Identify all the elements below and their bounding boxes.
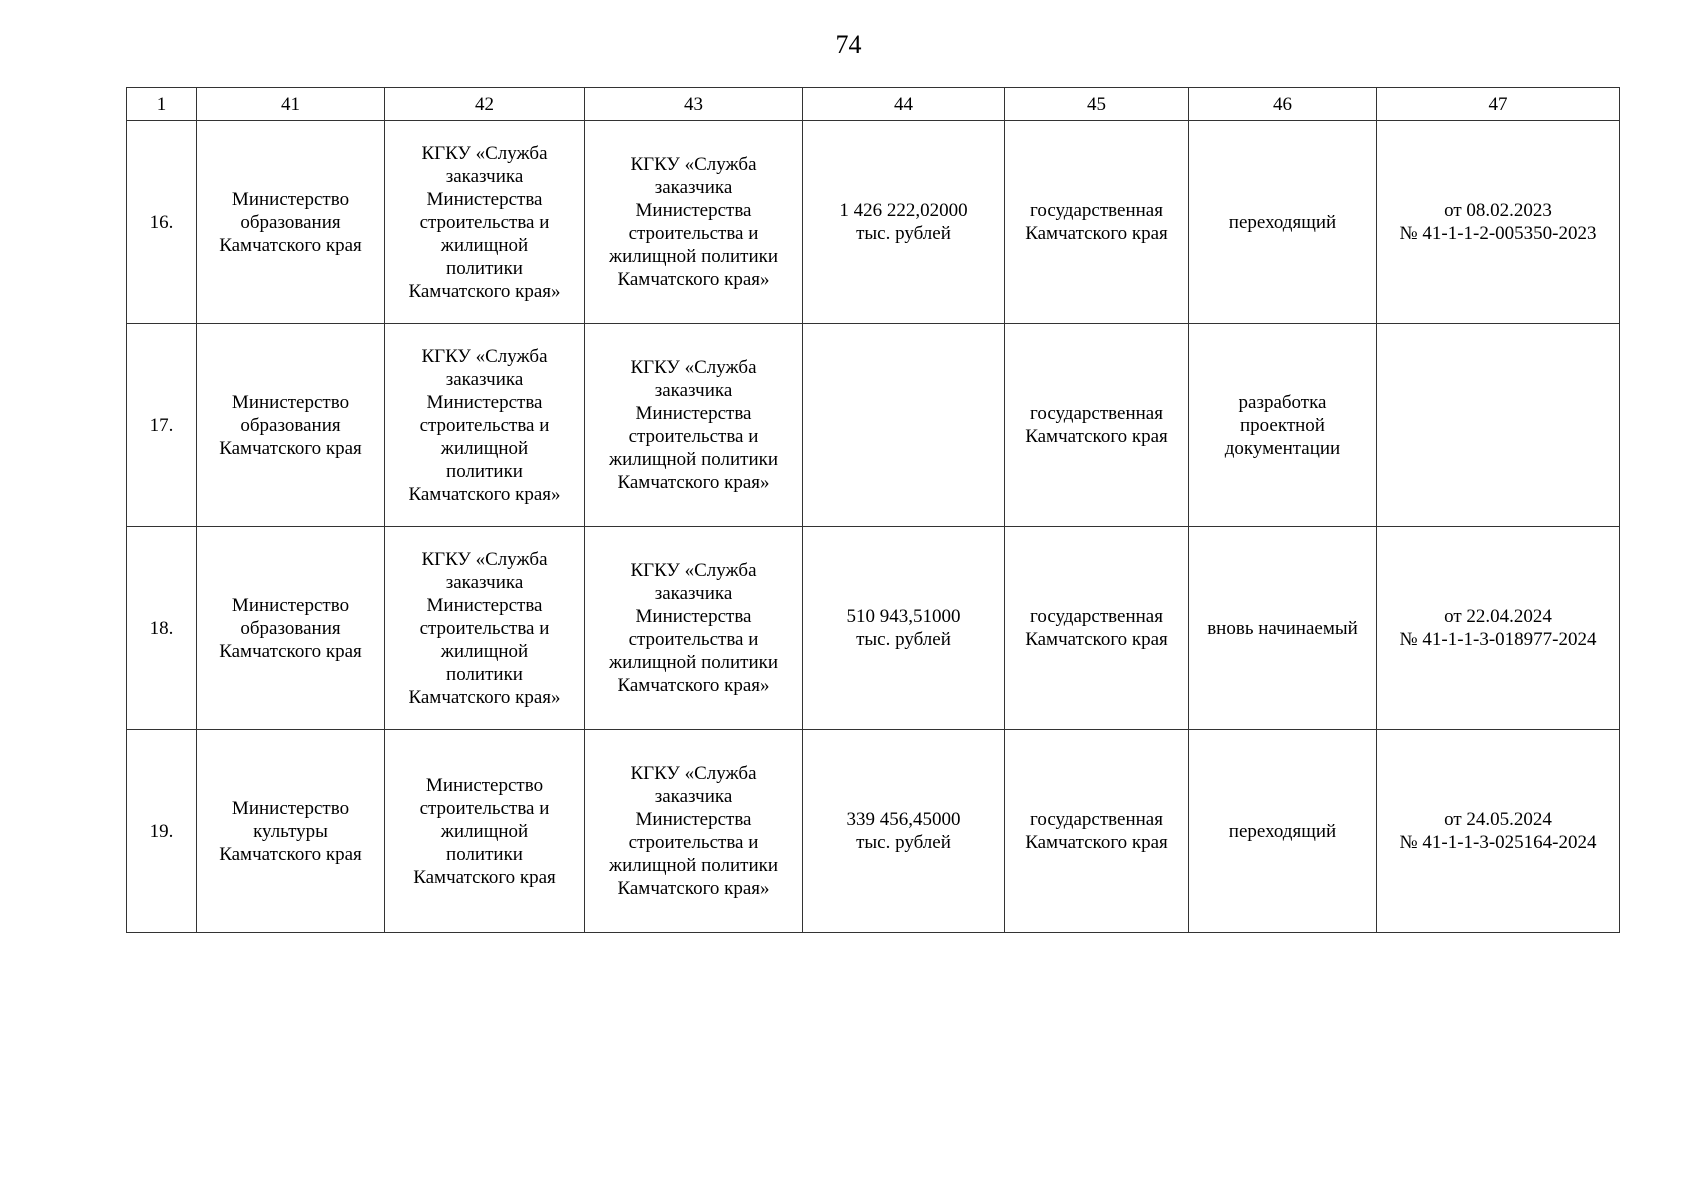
expertise-cell (1377, 121, 1620, 324)
registry-table (126, 87, 1620, 933)
expertise-text: от 22.04.2024 № 41-1-1-3-018977-2024 (1399, 606, 1597, 650)
customer-text: КГКУ «Служба заказчика Министерства строительства и жилищной политики Камчатского края» (608, 763, 779, 899)
customer-text: КГКУ «Служба заказчика Министерства строительства и жилищной политики Камчатского края» (608, 154, 779, 290)
customer-cell (585, 121, 803, 324)
expertise-cell (1377, 730, 1620, 933)
customer-text: КГКУ «Служба заказчика Министерства строительства и жилищной политики Камчатского края» (608, 357, 779, 493)
column-header: 45 (1005, 88, 1189, 121)
customer-text: КГКУ «Служба заказчика Министерства строительства и жилищной политики Камчатского края» (608, 560, 779, 696)
column-header: 46 (1189, 88, 1377, 121)
row-number: 18. (149, 617, 174, 639)
status-text: переходящий (1228, 820, 1337, 842)
page-number: 74 (835, 30, 862, 59)
table-row (127, 324, 1620, 527)
ministry-text: Министерство образования Камчатского края (219, 188, 362, 256)
ministry-text: Министерство образования Камчатского края (219, 391, 362, 459)
cost-cell (803, 527, 1005, 730)
developer-cell (385, 730, 585, 933)
status-text: переходящий (1228, 211, 1337, 233)
ownership-cell (1005, 527, 1189, 730)
expertise-text: от 08.02.2023 № 41-1-1-2-005350-2023 (1399, 200, 1597, 244)
column-header: 44 (803, 88, 1005, 121)
cost-cell (803, 121, 1005, 324)
expertise-cell (1377, 527, 1620, 730)
status-cell (1189, 527, 1377, 730)
cost-text: 339 456,45000 тыс. рублей (846, 809, 961, 853)
table-row (127, 121, 1620, 324)
column-header: 42 (385, 88, 585, 121)
ownership-text: государственная Камчатского края (1025, 200, 1168, 244)
expertise-cell (1377, 324, 1620, 527)
developer-cell (385, 527, 585, 730)
expertise-text: от 24.05.2024 № 41-1-1-3-025164-2024 (1399, 809, 1597, 853)
table-row (127, 527, 1620, 730)
cost-cell (803, 324, 1005, 527)
ministry-cell (197, 324, 385, 527)
row-number: 17. (149, 414, 174, 436)
status-text: разработка проектной документации (1224, 391, 1341, 459)
ministry-text: Министерство культуры Камчатского края (219, 797, 362, 865)
column-header: 47 (1377, 88, 1620, 121)
row-number: 16. (149, 211, 174, 233)
cost-text: 510 943,51000 тыс. рублей (846, 606, 961, 650)
row-number-cell (127, 121, 197, 324)
status-cell (1189, 730, 1377, 933)
row-number-cell (127, 730, 197, 933)
customer-cell (585, 324, 803, 527)
ownership-cell (1005, 121, 1189, 324)
row-number-cell (127, 527, 197, 730)
row-number-cell (127, 324, 197, 527)
column-header: 43 (585, 88, 803, 121)
developer-text: Министерство строительства и жилищной политики Камчатского края (413, 774, 556, 888)
header-row (127, 88, 1620, 121)
column-header: 1 (127, 88, 197, 121)
status-cell (1189, 121, 1377, 324)
developer-text: КГКУ «Служба заказчика Министерства строительства и жилищной политики Камчатского края» (408, 345, 561, 505)
ministry-cell (197, 527, 385, 730)
developer-cell (385, 121, 585, 324)
table-row (127, 730, 1620, 933)
ownership-text: государственная Камчатского края (1025, 606, 1168, 650)
column-header: 41 (197, 88, 385, 121)
ministry-text: Министерство образования Камчатского края (219, 594, 362, 662)
developer-cell (385, 324, 585, 527)
ministry-cell (197, 730, 385, 933)
ownership-cell (1005, 324, 1189, 527)
ownership-cell (1005, 730, 1189, 933)
customer-cell (585, 730, 803, 933)
ownership-text: государственная Камчатского края (1025, 403, 1168, 447)
ownership-text: государственная Камчатского края (1025, 809, 1168, 853)
ministry-cell (197, 121, 385, 324)
customer-cell (585, 527, 803, 730)
cost-text: 1 426 222,02000 тыс. рублей (839, 200, 968, 244)
developer-text: КГКУ «Служба заказчика Министерства строительства и жилищной политики Камчатского края» (408, 142, 561, 302)
row-number: 19. (149, 820, 174, 842)
cost-cell (803, 730, 1005, 933)
status-cell (1189, 324, 1377, 527)
developer-text: КГКУ «Служба заказчика Министерства строительства и жилищной политики Камчатского края» (408, 548, 561, 708)
status-text: вновь начинаемый (1207, 617, 1358, 639)
